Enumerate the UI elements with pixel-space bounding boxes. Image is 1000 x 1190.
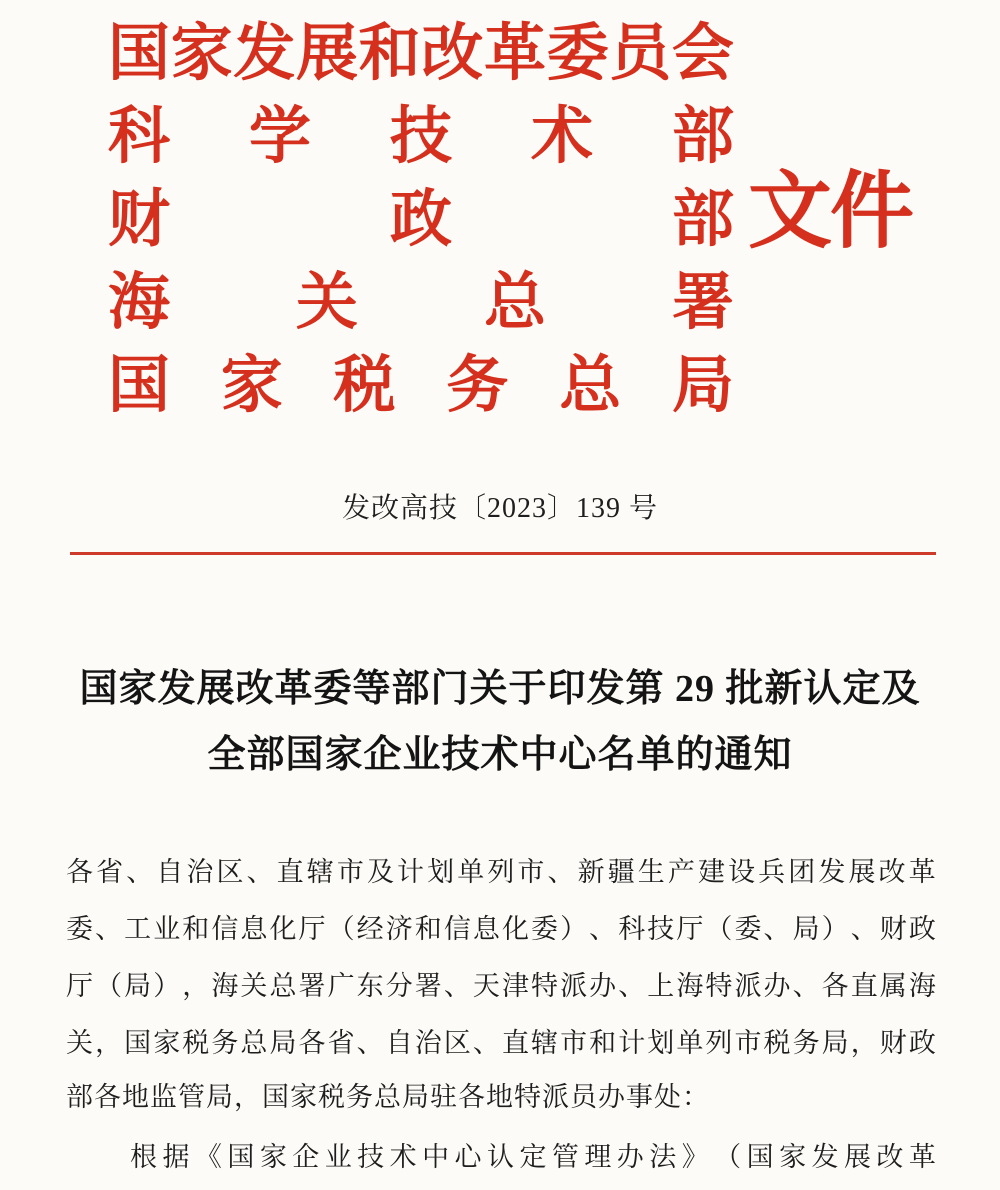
red-divider-rule	[70, 552, 936, 555]
agency-name-sta: 国 家 税 务 总 局	[108, 351, 734, 420]
recipient-line: 关 ， 国 家 税 务 总 局 各 省 、 自 治 区 、 直 辖 市 和 计 划 单 列 市 税 务 局 ， 财 政	[66, 1028, 936, 1058]
paragraph-first-line: 根 据 《 国 家 企 业 技 术 中 心 认 定 管 理 办 法 》 （ 国 家 发 展 改 革	[130, 1142, 936, 1172]
reference-number: 发改高技〔2023〕139 号	[341, 493, 658, 524]
agency-name-most: 科 学 技 术 部	[108, 102, 734, 171]
recipient-line: 各 省 、 自 治 区 、 直 辖 市 及 计 划 单 列 市 、 新 疆 生 产 建 设 兵 团 发 展 改 革	[66, 857, 936, 887]
agency-name-mof: 财 政 部	[108, 185, 734, 254]
recipient-line-last: 部各地监管局，国家税务总局驻各地特派员办事处：	[66, 1082, 710, 1112]
recipient-line: 厅 （ 局 ） ， 海 关 总 署 广 东 分 署 、 天 津 特 派 办 、 上 海 特 派 办 、 各 直 属 海	[66, 971, 936, 1001]
agency-name-gacc: 海 关 总 署	[108, 268, 734, 337]
doc-type-label: 文件	[748, 166, 913, 259]
document-body	[66, 841, 936, 1183]
recipient-line: 委 、 工 业 和 信 息 化 厅 （ 经 济 和 信 息 化 委 ） 、 科 技 厅 （ 委 、 局 ） 、 财 政	[66, 914, 936, 944]
letterhead-agencies	[108, 12, 734, 427]
agency-name-ndrc: 国 家 发 展 和 改 革 委 员 会	[108, 19, 734, 88]
document-title	[0, 656, 1000, 788]
title-line-1: 国家发展改革委等部门关于印发第 29 批新认定及	[79, 668, 921, 710]
title-line-2: 全部国家企业技术中心名单的通知	[207, 734, 793, 776]
